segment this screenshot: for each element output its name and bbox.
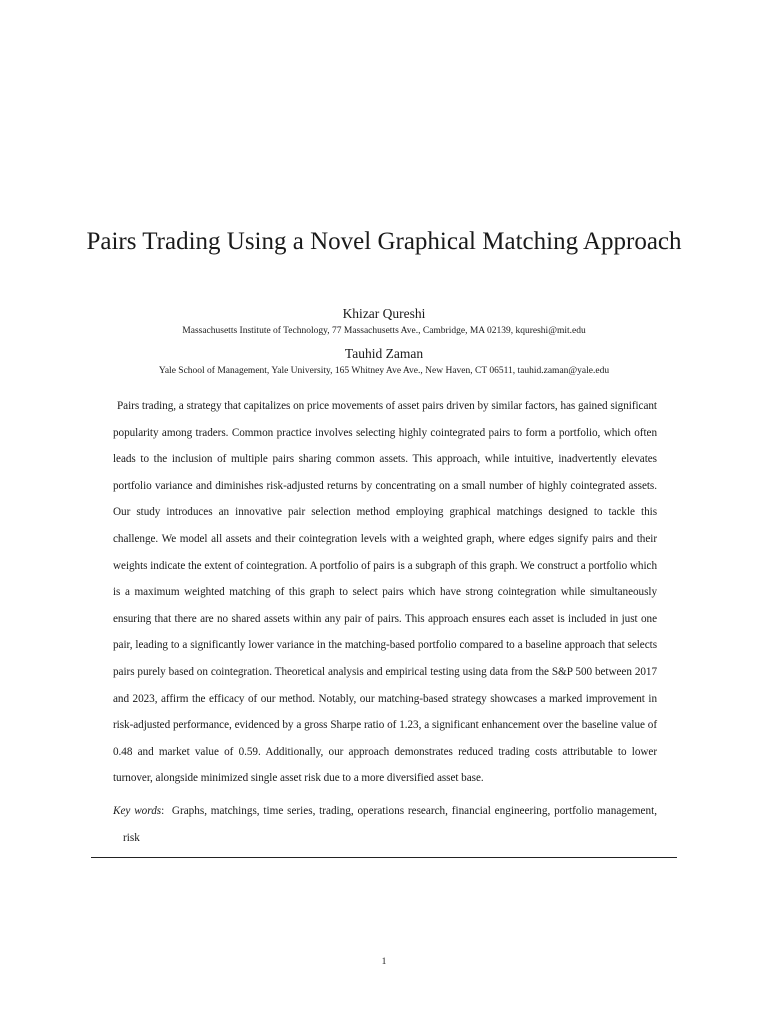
author-affiliation: Yale School of Management, Yale University, 165 Whitney Ave Ave., New Haven, CT 06511, tauhid.zaman@yale.edu	[158, 366, 610, 376]
keywords-separator: :	[161, 805, 165, 817]
author-name: Khizar Qureshi	[342, 306, 426, 321]
page-number: 1	[381, 957, 387, 967]
horizontal-rule	[91, 857, 677, 858]
keywords-label: Key words	[113, 805, 162, 817]
author-affiliation: Massachusetts Institute of Technology, 77 Massachusetts Ave., Cambridge, MA 02139, kqureshi@mit.edu	[182, 326, 586, 336]
keywords	[113, 798, 657, 851]
author-block	[84, 306, 684, 337]
paper-title: Pairs Trading Using a Novel Graphical Matching Approach	[86, 228, 682, 255]
abstract-text: Pairs trading, a strategy that capitalizes on price movements of asset pairs driven by similar factors, has gained significant popularity among traders. Common practice involves selecting highly cointegrated pairs to form a portfolio, which often leads to the inclusion of multiple pairs sharing common assets. This approach, while intuitive, inadvertently elevates portfolio variance and diminishes risk-adjusted returns by concentrating on a small number of highly cointegrated assets. Our study introduces an innovative pair selection method employing graphical matchings designed to tackle this challenge. We model all assets and their cointegration levels with a weighted graph, where edges signify pairs and their weights indicate the extent of cointegration. A portfolio of pairs is a subgraph of this graph. We construct a portfolio which is a maximum weighted matching of this graph to select pairs which have strong cointegration while simultaneously ensuring that there are no shared assets within any pair of pairs. This approach ensures each asset is included in just one pair, leading to a significantly lower variance in the matching-based portfolio compared to a baseline approach that selects pairs purely based on cointegration. Theoretical analysis and empirical testing using data from the S&P 500 between 2017 and 2023, affirm the efficacy of our method. Notably, our matching-based strategy showcases a marked improvement in risk-adjusted performance, evidenced by a gross Sharpe ratio of 1.23, a significant enhancement over the baseline value of 0.48 and market value of 0.59. Additionally, our approach demonstrates reduced trading costs attributable to lower turnover, alongside minimized single asset risk due to a more diversified asset base.	[113, 400, 657, 785]
author-name: Tauhid Zaman	[344, 346, 424, 361]
keywords-list: Graphs, matchings, time series, trading, operations research, financial engineering, portfolio management, risk	[123, 805, 658, 844]
author-block	[84, 346, 684, 377]
